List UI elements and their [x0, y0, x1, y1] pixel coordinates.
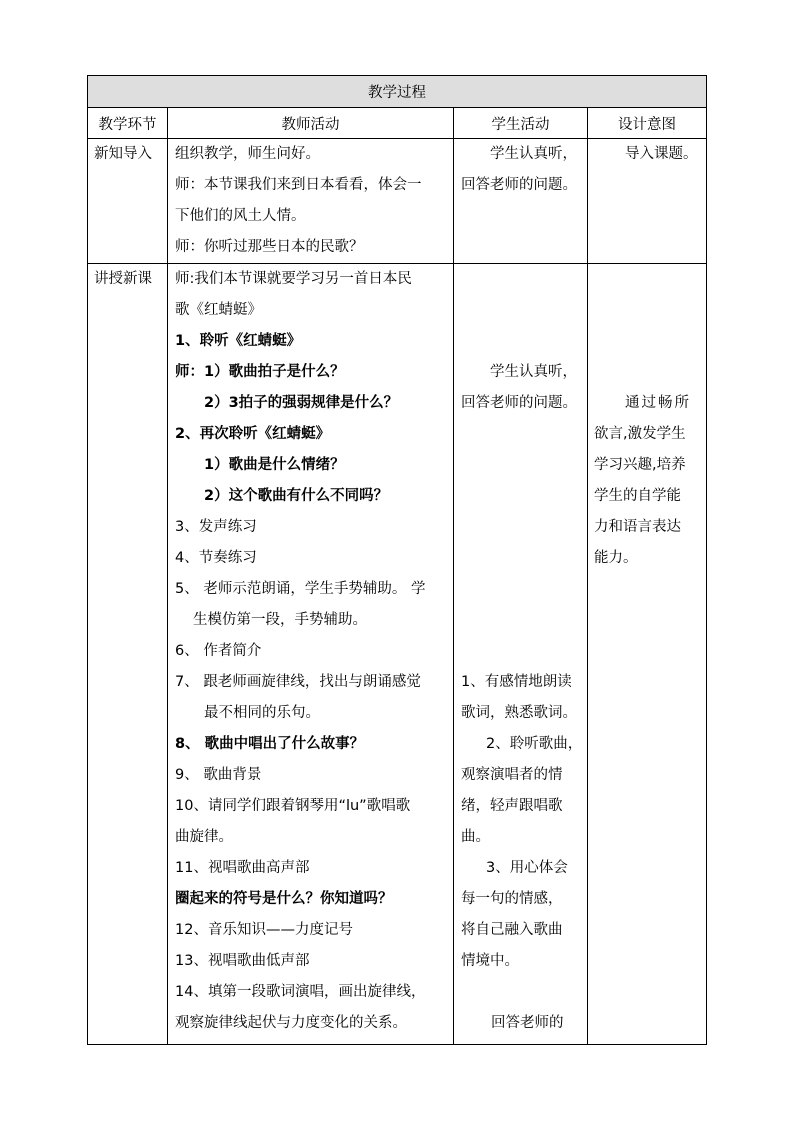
design-intent-cell — [588, 264, 707, 1045]
student-line: 绪，轻声跟唱歌 — [461, 798, 563, 814]
header-teacher-activity: 教师活动 — [168, 108, 454, 139]
teacher-line: 下他们的风土人情。 — [175, 208, 306, 224]
student-line: 回答老师的问题。 — [461, 395, 577, 411]
stage-cell — [88, 264, 168, 1045]
teacher-line: 11、视唱歌曲高声部 — [175, 860, 310, 876]
teacher-line: 2）3拍子的强弱规律是什么？ — [204, 395, 399, 411]
student-line: 回答老师的 — [491, 1015, 564, 1031]
teacher-line: 5、 老师示范朗诵，学生手势辅助。 学 — [175, 581, 426, 597]
teacher-line: 8、 歌曲中唱出了什么故事？ — [175, 736, 365, 752]
teacher-line: 2）这个歌曲有什么不同吗？ — [204, 488, 389, 504]
student-line: 2、聆听歌曲， — [486, 736, 583, 752]
table-header-row — [88, 108, 707, 139]
stage-label: 讲授新课 — [94, 271, 152, 287]
teaching-process-table — [87, 75, 707, 1045]
teacher-line: 最不相同的乐句。 — [204, 705, 320, 721]
teacher-line: 2、再次聆听《红蜻蜓》 — [175, 426, 331, 442]
teacher-line: 6、 作者简介 — [175, 643, 262, 659]
header-student-activity: 学生活动 — [454, 108, 588, 139]
teacher-line: 师：本节课我们来到日本看看，体会一 — [175, 177, 422, 193]
teacher-line: 师:我们本节课就要学习另一首日本民 — [175, 271, 412, 287]
table-title-row — [88, 76, 707, 108]
teacher-line: 14、填第一段歌词演唱，画出旋律线， — [175, 984, 426, 1000]
table-row-intro — [88, 139, 707, 264]
teacher-line: 生模仿第一段，手势辅助。 — [193, 612, 367, 628]
teacher-line: 4、节奏练习 — [175, 550, 257, 566]
student-activity-cell — [454, 139, 588, 264]
student-line: 将自己融入歌曲 — [461, 922, 563, 938]
design-line: 学习兴趣,培养 — [594, 457, 686, 473]
student-line: 3、用心体会 — [486, 860, 568, 876]
stage-label: 新知导入 — [94, 146, 152, 162]
student-line: 学生认真听， — [490, 364, 577, 380]
teacher-line: 圈起来的符号是什么？你知道吗？ — [175, 891, 393, 907]
design-line: 学生的自学能 — [594, 488, 681, 504]
teacher-line: 曲旋律。 — [175, 829, 233, 845]
student-line: 每一句的情感， — [461, 891, 563, 907]
student-line: 情境中。 — [461, 953, 519, 969]
design-intent-cell — [588, 139, 707, 264]
teacher-line: 13、视唱歌曲低声部 — [175, 953, 310, 969]
table-title: 教学过程 — [88, 76, 707, 108]
student-activity-cell — [454, 264, 588, 1045]
student-line: 曲。 — [461, 829, 490, 845]
teacher-line: 歌《红蜻蜓》 — [175, 302, 262, 318]
teacher-line: 9、 歌曲背景 — [175, 767, 262, 783]
student-line: 1、有感情地朗读 — [461, 674, 572, 690]
table-row-new-lesson — [88, 264, 707, 1045]
teacher-activity-cell — [168, 139, 454, 264]
teacher-line: 12、音乐知识——力度记号 — [175, 922, 353, 938]
header-stage: 教学环节 — [88, 108, 168, 139]
design-line: 力和语言表达 — [594, 519, 681, 535]
design-line: 能力。 — [594, 550, 638, 566]
student-line: 观察演唱者的情 — [461, 767, 563, 783]
teacher-line: 师：1）歌曲拍子是什么？ — [175, 364, 345, 380]
teacher-line: 1、聆听《红蜻蜓》 — [175, 333, 302, 349]
header-design-intent: 设计意图 — [588, 108, 707, 139]
teacher-line: 10、请同学们跟着钢琴用“lu”歌唱歌 — [175, 798, 411, 814]
teacher-activity-cell — [168, 264, 454, 1045]
teacher-line: 观察旋律线起伏与力度变化的关系。 — [175, 1015, 407, 1031]
design-line: 通过畅所 — [625, 395, 691, 411]
teacher-line: 7、 跟老师画旋律线，找出与朗诵感觉 — [175, 674, 421, 690]
student-line: 回答老师的问题。 — [461, 177, 577, 193]
teacher-line: 3、发声练习 — [175, 519, 257, 535]
design-line: 导入课题。 — [625, 146, 698, 162]
teacher-line: 1）歌曲是什么情绪？ — [204, 457, 345, 473]
stage-cell — [88, 139, 168, 264]
design-line: 欲言,激发学生 — [594, 426, 686, 442]
student-line: 歌词，熟悉歌词。 — [461, 705, 577, 721]
teacher-line: 师：你听过那些日本的民歌？ — [175, 239, 364, 255]
teacher-line: 组织教学，师生问好。 — [175, 146, 320, 162]
student-line: 学生认真听， — [490, 146, 577, 162]
